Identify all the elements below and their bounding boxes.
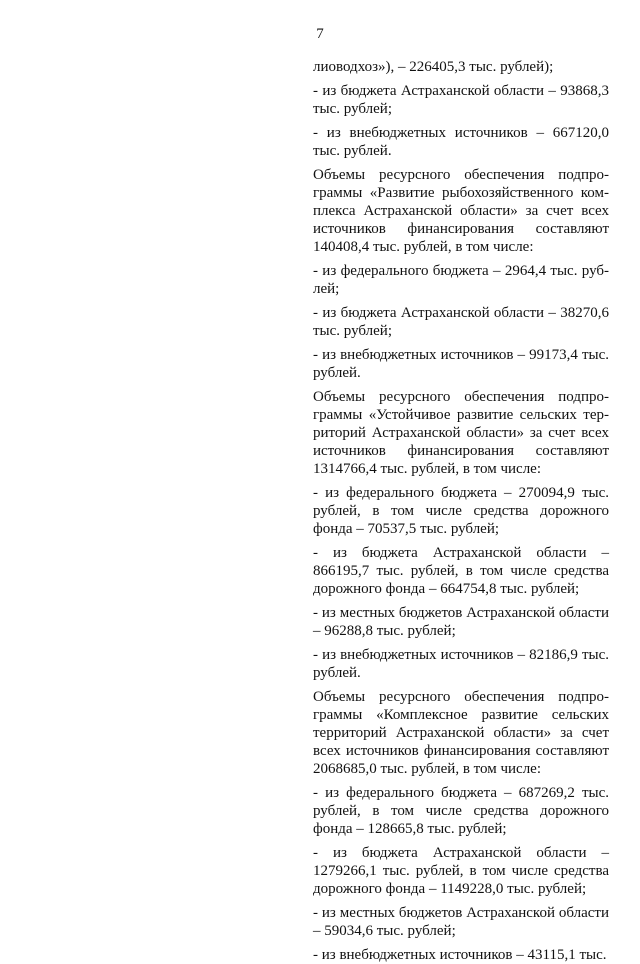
- paragraph-14: - из федерального бюджета – 687269,2 тыс. рублей, в том числе средства дорожного фонда – 128665,8 тыс. рублей;: [313, 785, 609, 837]
- paragraph-13: Объемы ресурсного обеспечения подпрограммы «Комплексное развитие сельских территорий Астраханской области» за счет всех источников финансирования составляют 2068685,0 тыс. рублей, в том числе:: [313, 689, 609, 777]
- paragraph-11: - из местных бюджетов Астраханской области – 96288,8 тыс. рублей;: [313, 605, 609, 639]
- paragraph-16: - из местных бюджетов Астраханской области – 59034,6 тыс. рублей;: [313, 905, 609, 939]
- paragraph-6: - из бюджета Астраханской области – 38270,6 тыс. рублей;: [313, 305, 609, 339]
- paragraph-5: - из федерального бюджета – 2964,4 тыс. рублей;: [313, 263, 609, 297]
- paragraph-9: - из федерального бюджета – 270094,9 тыс. рублей, в том числе средства дорожного фонда – 70537,5 тыс. рублей;: [313, 485, 609, 537]
- text-column: [313, 58, 609, 964]
- paragraph-12: - из внебюджетных источников – 82186,9 тыс. рублей.: [313, 647, 609, 681]
- paragraph-1: лиоводхоз»), – 226405,3 тыс. рублей);: [313, 59, 554, 75]
- paragraph-8: Объемы ресурсного обеспечения подпрограммы «Устойчивое развитие сельских территорий Астраханской области» за счет всех источников финансирования составляют 1314766,4 тыс. рублей, в том числе:: [313, 389, 609, 477]
- paragraph-17: - из внебюджетных источников – 43115,1 тыс.: [313, 947, 607, 963]
- page-number: 7: [316, 26, 324, 42]
- paragraph-10: - из бюджета Астраханской области – 866195,7 тыс. рублей, в том числе средства дорожного фонда – 664754,8 тыс. рублей;: [313, 545, 609, 597]
- paragraph-3: - из внебюджетных источников – 667120,0 тыс. рублей.: [313, 125, 609, 159]
- paragraph-2: - из бюджета Астраханской области – 93868,3 тыс. рублей;: [313, 83, 609, 117]
- paragraph-15: - из бюджета Астраханской области – 1279266,1 тыс. рублей, в том числе средства дорожного фонда – 1149228,0 тыс. рублей;: [313, 845, 609, 897]
- paragraph-4: Объемы ресурсного обеспечения подпрограммы «Развитие рыбохозяйственного комплекса Астраханской области» за счет всех источников финансирования составляют 140408,4 тыс. рублей, в том числе:: [313, 167, 609, 255]
- paragraph-7: - из внебюджетных источников – 99173,4 тыс. рублей.: [313, 347, 609, 381]
